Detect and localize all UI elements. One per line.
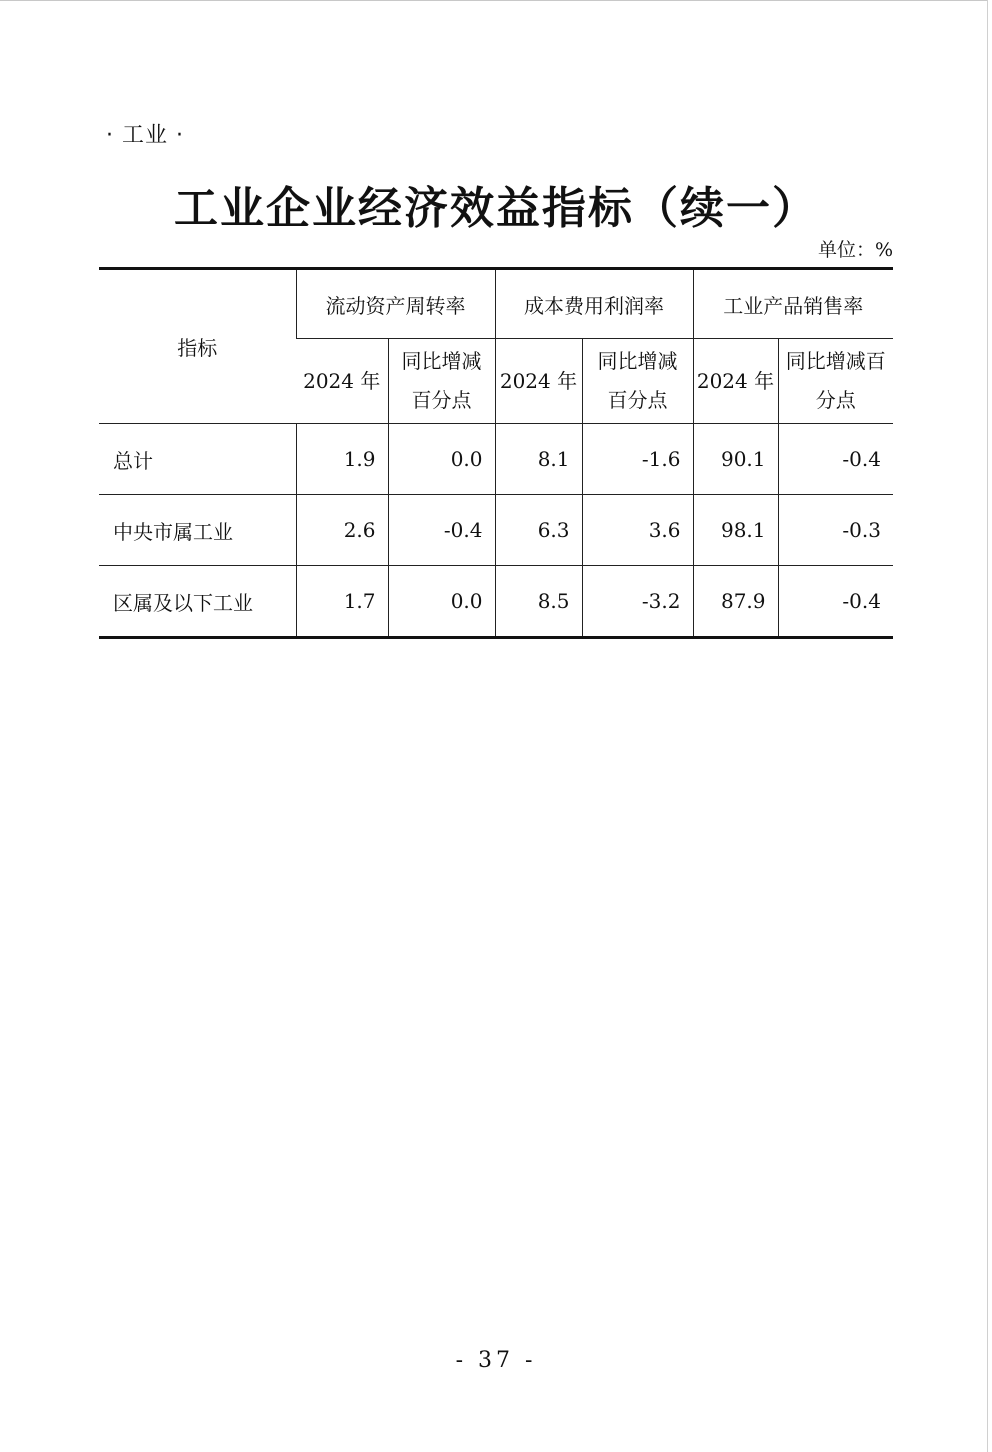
page-frame-top xyxy=(0,0,988,1)
page-title: 工业企业经济效益指标（续一） xyxy=(174,183,818,234)
table-cell: -1.6 xyxy=(582,424,693,495)
group-header-cost-profit-rate: 成本费用利润率 xyxy=(495,269,693,339)
row-label: 总计 xyxy=(99,424,296,495)
subheader-year: 2024 年 xyxy=(495,339,582,424)
group-header-current-asset-turnover: 流动资产周转率 xyxy=(296,269,495,339)
section-tag: · 工业 · xyxy=(106,123,184,148)
table-row xyxy=(99,424,893,495)
table-cell: 8.1 xyxy=(495,424,582,495)
table-cell: -0.4 xyxy=(388,495,495,566)
table-cell: 6.3 xyxy=(495,495,582,566)
table-cell: 98.1 xyxy=(693,495,778,566)
table-cell: -0.4 xyxy=(778,424,893,495)
row-label: 区属及以下工业 xyxy=(99,566,296,638)
indicator-table xyxy=(99,267,893,639)
table-cell: 1.9 xyxy=(296,424,388,495)
table-cell: 3.6 xyxy=(582,495,693,566)
subheader-year: 2024 年 xyxy=(693,339,778,424)
table-cell: -0.4 xyxy=(778,566,893,638)
table-row xyxy=(99,566,893,638)
table-cell: 0.0 xyxy=(388,566,495,638)
table-cell: 8.5 xyxy=(495,566,582,638)
table-row xyxy=(99,495,893,566)
unit-label: 单位：% xyxy=(817,239,893,261)
subheader-change: 同比增减 百分点 xyxy=(388,339,495,424)
index-header: 指标 xyxy=(99,269,296,424)
table-cell: 87.9 xyxy=(693,566,778,638)
table-cell: 2.6 xyxy=(296,495,388,566)
subheader-change: 同比增减 百分点 xyxy=(582,339,693,424)
row-label: 中央市属工业 xyxy=(99,495,296,566)
table-cell: 0.0 xyxy=(388,424,495,495)
table-cell: 90.1 xyxy=(693,424,778,495)
subheader-change: 同比增减百 分点 xyxy=(778,339,893,424)
page-number: - 37 - xyxy=(455,1348,537,1373)
subheader-year: 2024 年 xyxy=(296,339,388,424)
table-cell: -3.2 xyxy=(582,566,693,638)
group-header-sales-rate: 工业产品销售率 xyxy=(693,269,893,339)
table-cell: 1.7 xyxy=(296,566,388,638)
table-cell: -0.3 xyxy=(778,495,893,566)
